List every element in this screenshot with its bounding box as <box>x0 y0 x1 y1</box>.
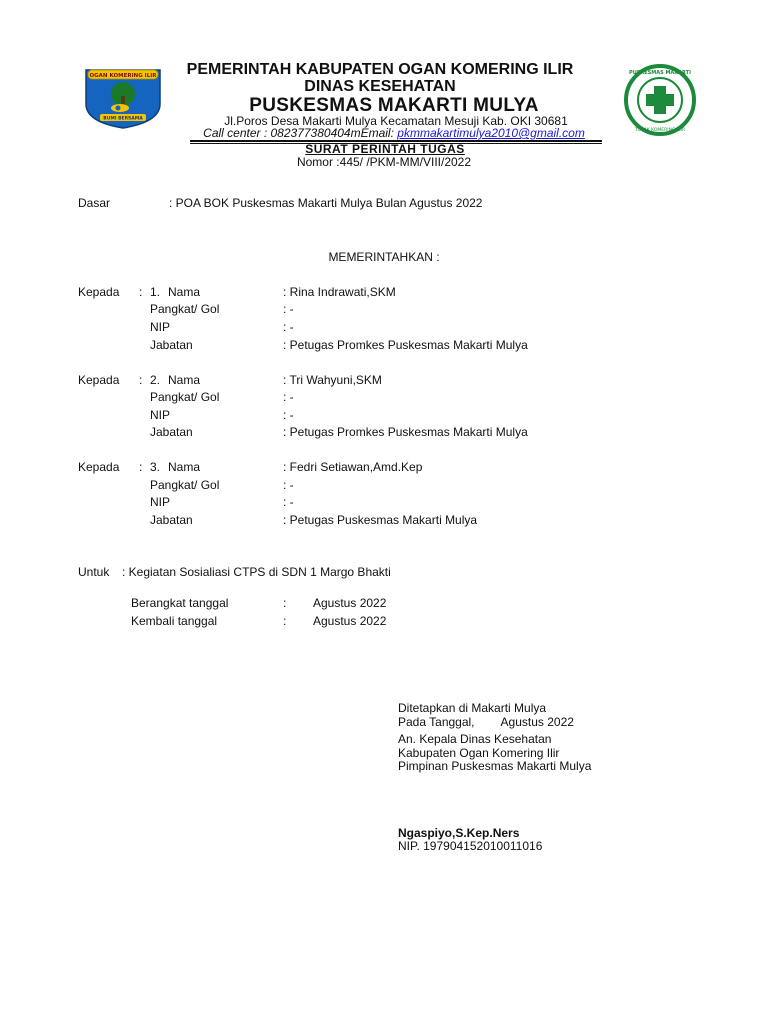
document-title: SURAT PERINTAH TUGAS <box>305 142 465 156</box>
memerintahkan-heading: MEMERINTAHKAN : <box>328 250 440 264</box>
nip-label: NIP <box>150 495 171 509</box>
untuk-label: Untuk <box>78 565 110 579</box>
nip-value: : - <box>283 320 294 334</box>
regency-logo-top-text: OGAN KOMERING ILIR <box>89 73 157 79</box>
pangkat-label: Pangkat/ Gol <box>150 478 220 492</box>
nip-value: : - <box>283 408 294 422</box>
kepada-label: Kepada <box>78 460 120 474</box>
pangkat-value: : - <box>283 390 294 404</box>
kembali-value: Agustus 2022 <box>313 614 387 628</box>
sign-regency: Kabupaten Ogan Komering Ilir <box>398 746 560 760</box>
nip-label: NIP <box>150 408 171 422</box>
header-address: Jl.Poros Desa Makarti Mulya Kecamatan Mesuji Kab. OKI 30681 <box>224 114 568 128</box>
signer-nip: NIP. 197904152010011016 <box>398 839 543 853</box>
sign-position: Pimpinan Puskesmas Makarti Mulya <box>398 759 592 773</box>
berangkat-value: Agustus 2022 <box>313 596 387 610</box>
nama-value: : Tri Wahyuni,SKM <box>283 373 382 387</box>
regency-logo-bottom-text: BUMI BERSAMA <box>103 116 143 122</box>
jabatan-label: Jabatan <box>150 513 193 527</box>
header-government: PEMERINTAH KABUPATEN OGAN KOMERING ILIR <box>186 61 574 78</box>
nama-label: Nama <box>168 460 201 474</box>
nama-value: : Rina Indrawati,SKM <box>283 285 396 299</box>
pangkat-label: Pangkat/ Gol <box>150 302 220 316</box>
sign-place: Ditetapkan di Makarti Mulya <box>398 701 547 715</box>
sign-date: Pada Tanggal, Agustus 2022 <box>398 715 574 729</box>
pangkat-value: : - <box>283 478 294 492</box>
person-number: 1. <box>150 285 161 299</box>
regency-logo <box>78 64 168 130</box>
call-center-text: Call center : 082377380404mEmail: <box>203 126 398 140</box>
untuk-value: : Kegiatan Sosialiasi CTPS di SDN 1 Margo Bhakti <box>122 565 391 579</box>
jabatan-value: : Petugas Promkes Puskesmas Makarti Mulya <box>283 338 528 352</box>
puskesmas-logo-ring-text: PUSKESMAS MAKARTI <box>629 70 691 76</box>
dasar-label: Dasar <box>78 196 111 210</box>
sign-on-behalf: An. Kepala Dinas Kesehatan <box>398 732 552 746</box>
kepada-separator: : <box>139 285 143 299</box>
pangkat-value: : - <box>283 302 294 316</box>
pangkat-label: Pangkat/ Gol <box>150 390 220 404</box>
header-agency: DINAS KESEHATAN <box>304 78 456 95</box>
berangkat-separator: : <box>283 596 287 610</box>
puskesmas-logo-bottom-text: TOLAK KOMERING ILIR <box>634 128 686 133</box>
header-puskesmas-name: PUSKESMAS MAKARTI MULYA <box>249 95 539 116</box>
berangkat-label: Berangkat tanggal <box>131 596 229 610</box>
kepada-separator: : <box>139 373 143 387</box>
email-link[interactable]: pkmmakartimulya2010@gmail.com <box>397 126 585 140</box>
person-number: 2. <box>150 373 161 387</box>
nip-value: : - <box>283 495 294 509</box>
kepada-label: Kepada <box>78 285 120 299</box>
kembali-label: Kembali tanggal <box>131 614 218 628</box>
nama-label: Nama <box>168 285 201 299</box>
jabatan-value: : Petugas Promkes Puskesmas Makarti Mulya <box>283 425 528 439</box>
puskesmas-logo <box>620 64 702 136</box>
dasar-value: : POA BOK Puskesmas Makarti Mulya Bulan Agustus 2022 <box>169 196 483 210</box>
kembali-separator: : <box>283 614 287 628</box>
signer-name: Ngaspiyo,S.Kep.Ners <box>398 826 520 840</box>
nip-label: NIP <box>150 320 171 334</box>
jabatan-label: Jabatan <box>150 425 193 439</box>
kepada-separator: : <box>139 460 143 474</box>
header-contact <box>203 126 585 140</box>
person-number: 3. <box>150 460 161 474</box>
kepada-label: Kepada <box>78 373 120 387</box>
nama-label: Nama <box>168 373 201 387</box>
jabatan-value: : Petugas Puskesmas Makarti Mulya <box>283 513 478 527</box>
nama-value: : Fedri Setiawan,Amd.Kep <box>283 460 423 474</box>
jabatan-label: Jabatan <box>150 338 193 352</box>
document-number: Nomor :445/ /PKM-MM/VIII/2022 <box>296 155 472 169</box>
